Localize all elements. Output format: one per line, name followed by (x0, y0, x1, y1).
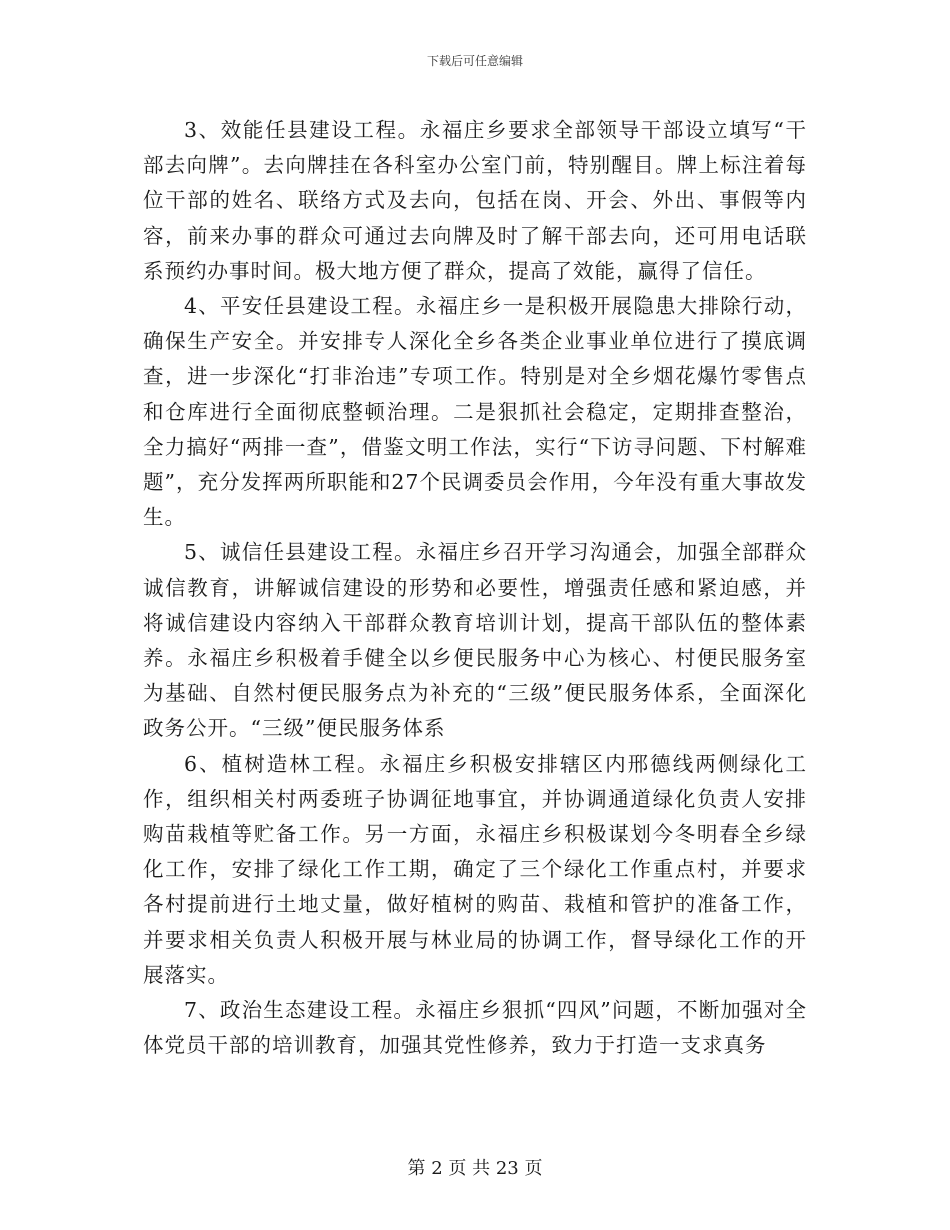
document-body (143, 113, 807, 1063)
page-header-note: 下载后可任意编辑 (426, 54, 523, 68)
paragraph-political-ecology: 7、政治生态建设工程。永福庄乡狠抓“四风”问题，不断加强对全体党员干部的培训教育，加强其党性修养，致力于打造一支求真务 (143, 998, 807, 1058)
paragraph-safety: 4、平安任县建设工程。永福庄乡一是积极开展隐患大排除行动，确保生产安全。并安排专人深化全乡各类企业事业单位进行了摸底调查，进一步深化“打非治违”专项工作。特别是对全乡烟花爆竹零售点和仓库进行全面彻底整顿治理。二是狠抓社会稳定，定期排查整治，全力搞好“两排一查”，借鉴文明工作法，实行“下访寻问题、下村解难题”，充分发挥两所职能和27个民调委员会作用，今年没有重大事故发生。 (143, 294, 807, 530)
page-number: 第 2 页 共 23 页 (407, 1158, 543, 1179)
paragraph-efficiency: 3、效能任县建设工程。永福庄乡要求全部领导干部设立填写“干部去向牌”。去向牌挂在各科室办公室门前，特别醒目。牌上标注着每位干部的姓名、联络方式及去向，包括在岗、开会、外出、事假等内容，前来办事的群众可通过去向牌及时了解干部去向，还可用电话联系预约办事时间。极大地方便了群众，提高了效能，赢得了信任。 (143, 118, 807, 283)
paragraph-integrity: 5、诚信任县建设工程。永福庄乡召开学习沟通会，加强全部群众诚信教育，讲解诚信建设的形势和必要性，增强责任感和紧迫感，并将诚信建设内容纳入干部群众教育培训计划，提高干部队伍的整体素养。永福庄乡积极着手健全以乡便民服务中心为核心、村便民服务室为基础、自然村便民服务点为补充的“三级”便民服务体系，全面深化政务公开。“三级”便民服务体系 (143, 540, 807, 741)
paragraph-afforestation: 6、植树造林工程。永福庄乡积极安排辖区内邢德线两侧绿化工作，组织相关村两委班子协调征地事宜，并协调通道绿化负责人安排购苗栽植等贮备工作。另一方面，永福庄乡积极谋划今冬明春全乡绿化工作，安排了绿化工作工期，确定了三个绿化工作重点村，并要求各村提前进行土地丈量，做好植树的购苗、栽植和管护的准备工作，并要求相关负责人积极开展与林业局的协调工作，督导绿化工作的开展落实。 (143, 751, 807, 987)
